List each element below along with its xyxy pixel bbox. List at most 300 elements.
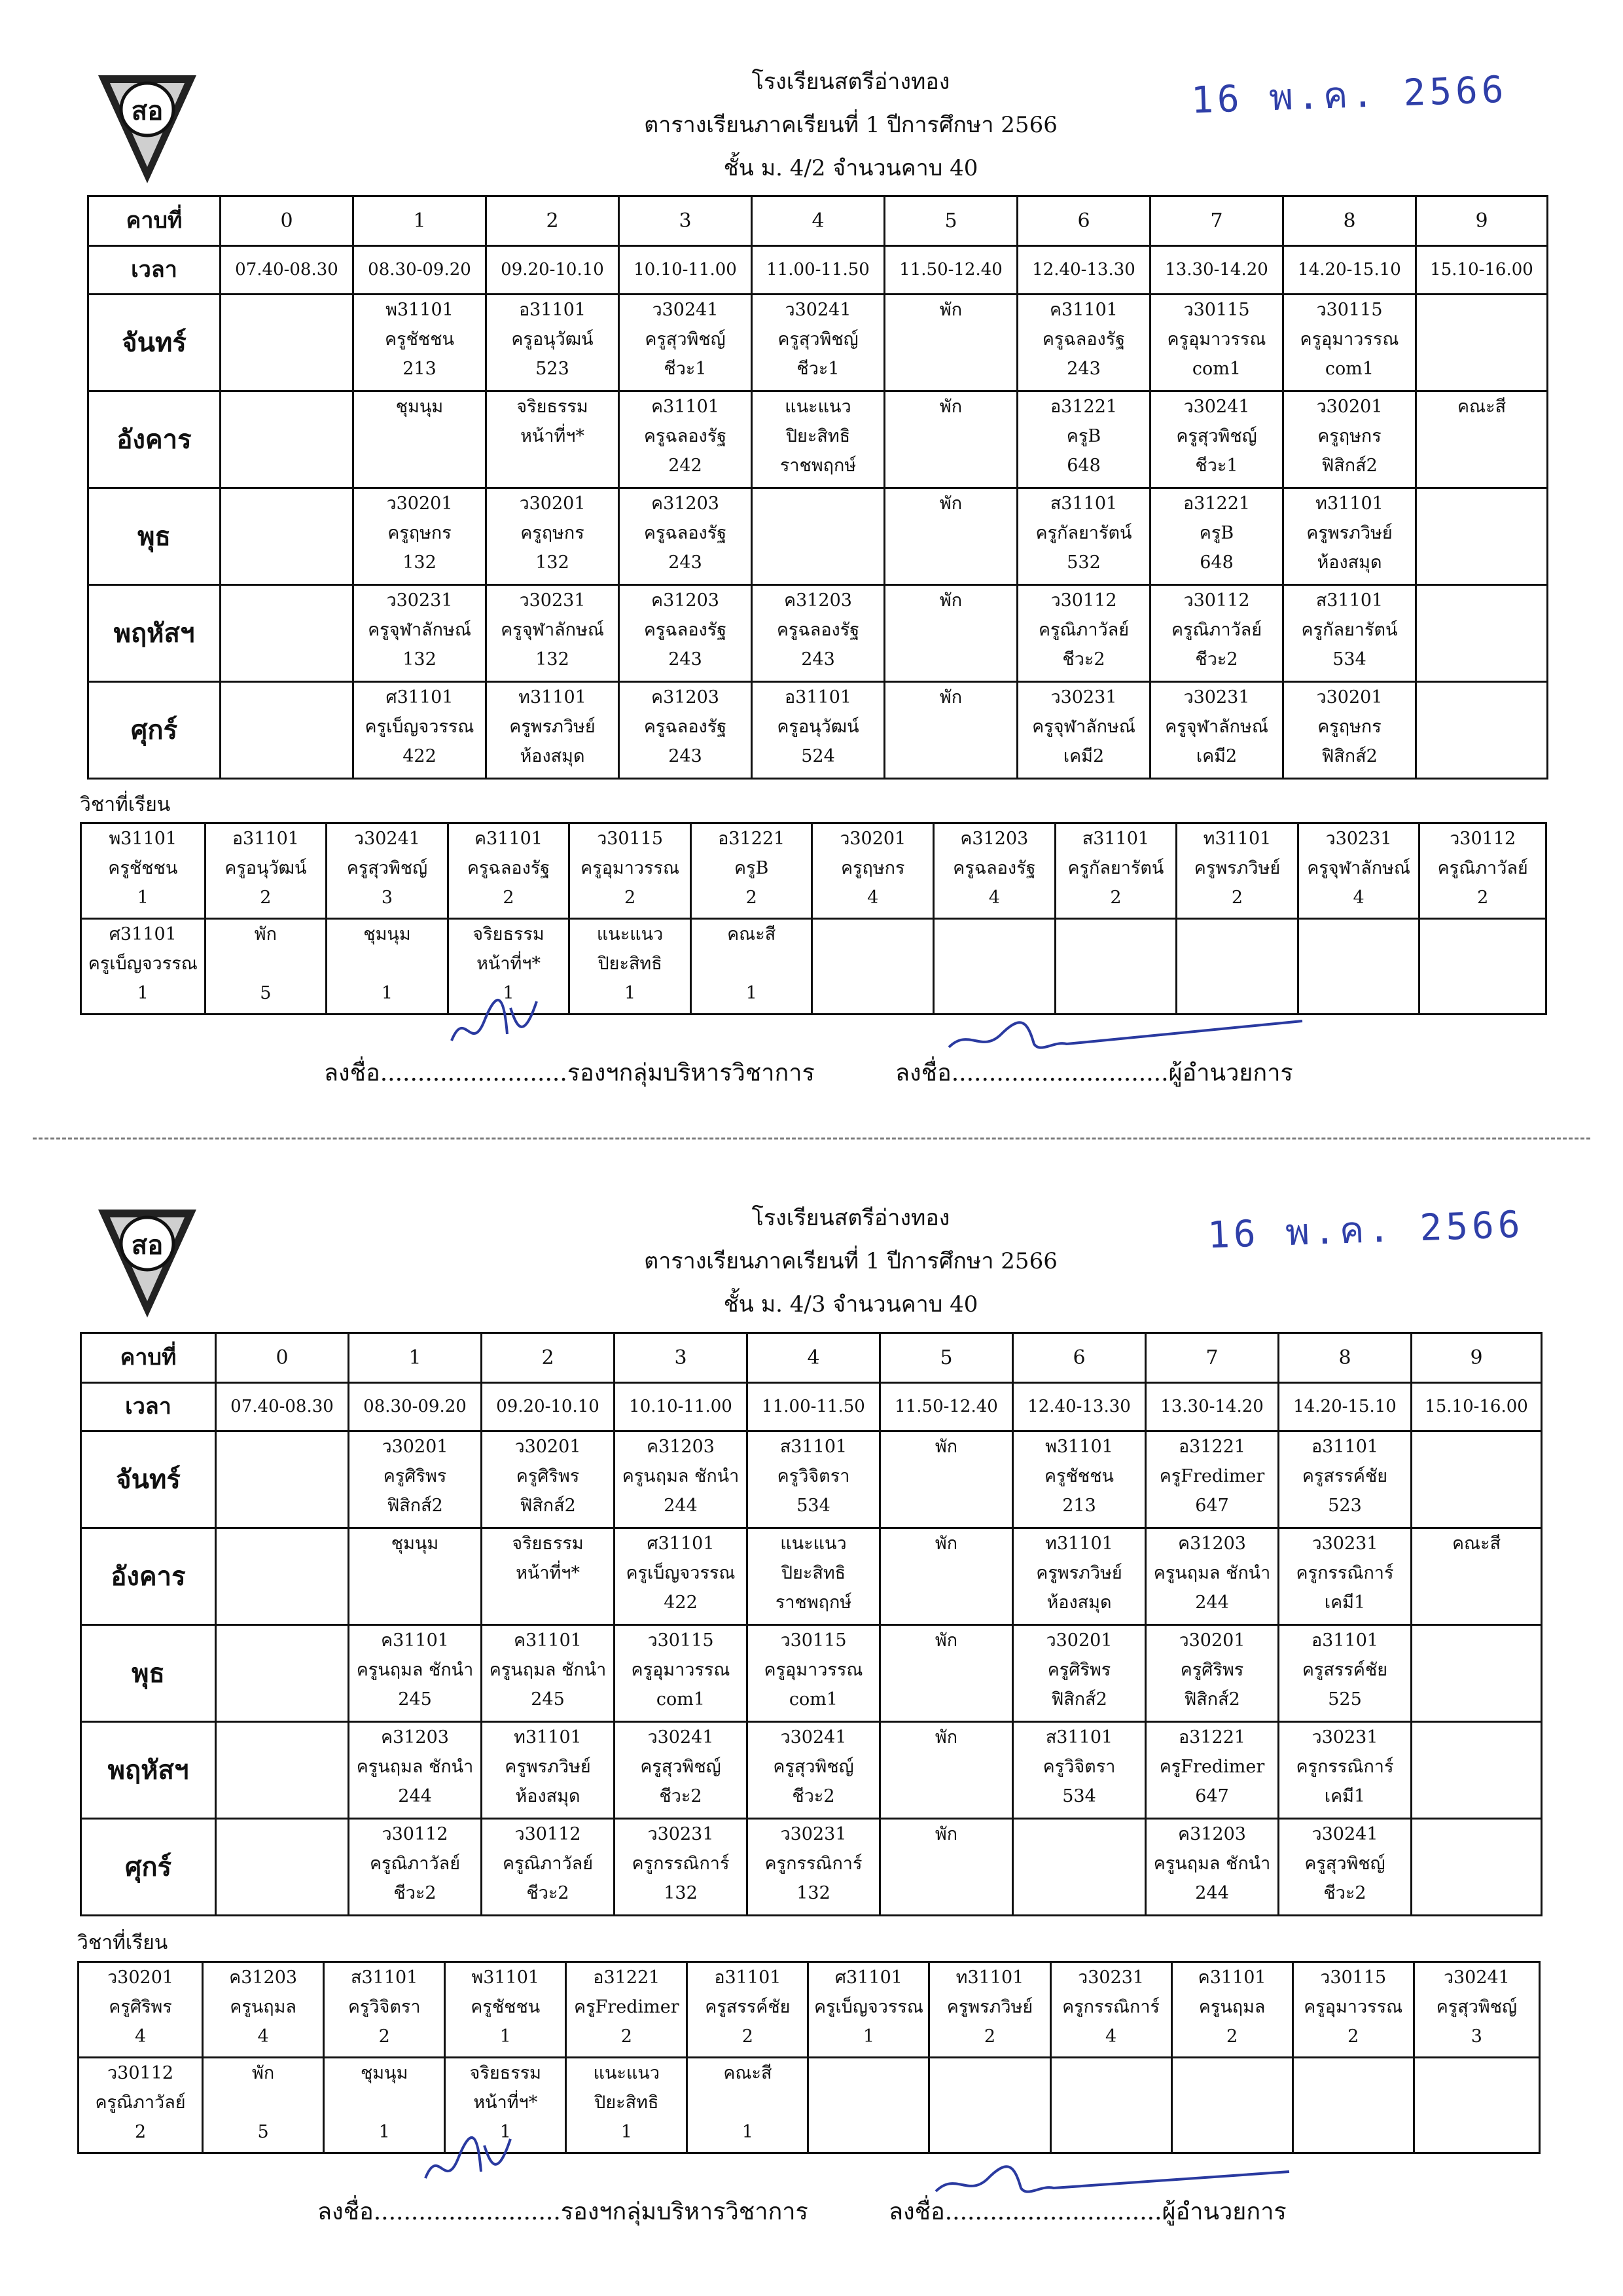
cell-line: ครูกรรณิการ์ [1062, 1997, 1160, 2017]
schedule-cell [1018, 585, 1150, 682]
cell-line: แนะแนว [593, 2063, 660, 2083]
cell-line: ครูนฤมล ชักนำ [1153, 1854, 1271, 1874]
cell-line: ว30115 [647, 1630, 714, 1651]
cell-line: ค31101 [1050, 300, 1118, 320]
time-label: เวลา [88, 246, 221, 295]
subject-cell [327, 919, 448, 1014]
cell-line [1412, 1462, 1541, 1491]
period-row [88, 196, 1548, 246]
cell-line: ว30241 [1183, 397, 1250, 417]
cell-line [1412, 1655, 1541, 1685]
cell-line: ปิยะสิทธิ [785, 426, 851, 446]
subject-cell [203, 1962, 324, 2058]
cell-line [881, 1655, 1012, 1685]
cell-line [221, 586, 352, 615]
cell-line: ครูวิจิตรา [777, 1466, 850, 1486]
period-number: 8 [1283, 196, 1416, 246]
schedule-cell [1013, 1431, 1146, 1528]
schedule-cell [1150, 391, 1283, 488]
cell-line: พัก [935, 1824, 958, 1844]
time-slot: 14.20-15.10 [1279, 1383, 1412, 1431]
cell-line: ค31203 [381, 1727, 449, 1748]
schedule-cell [1018, 295, 1150, 391]
period-number: 7 [1150, 196, 1283, 246]
cell-line: ค31203 [647, 1437, 715, 1457]
cell-line: ชีวะ2 [526, 1883, 569, 1903]
cell-line: ชุมนุม [391, 1534, 439, 1554]
cell-line: อ31101 [1311, 1630, 1379, 1651]
time-slot: 09.20-10.10 [482, 1383, 615, 1431]
cell-line: คณะสี [727, 924, 776, 944]
cell-line: ว30112 [514, 1824, 581, 1844]
cell-line [813, 920, 933, 949]
cell-line [1052, 2117, 1171, 2147]
subject-cell [687, 1962, 808, 2058]
cell-line: ครูศิริพร [1047, 1660, 1111, 1680]
schedule-cell [1279, 1625, 1412, 1722]
cell-line [221, 548, 352, 577]
cell-line [1294, 2088, 1413, 2117]
cell-line [885, 712, 1016, 742]
cell-line [1417, 489, 1546, 518]
cell-line [206, 949, 326, 978]
cell-line: ว30201 [840, 829, 906, 849]
signature-line-director: ลงชื่อ.............................ผู้อำนวยการ [895, 1060, 1293, 1086]
period-number: 2 [482, 1333, 615, 1383]
cell-line: ครูฉลองรัฐ [643, 620, 727, 640]
time-slot: 15.10-16.00 [1416, 246, 1548, 295]
cell-line: ค31101 [1198, 1967, 1266, 1988]
schedule-cell [880, 1431, 1013, 1528]
day-row [88, 295, 1548, 391]
cell-line: ครูพรภวิษย์ [1194, 858, 1281, 878]
cell-line: 5 [257, 2122, 269, 2142]
cell-line [1299, 920, 1419, 949]
cell-line: ครูB [1066, 426, 1101, 446]
cell-line [809, 2058, 928, 2088]
subject-cell [203, 2058, 324, 2153]
schedule-cell [1018, 391, 1150, 488]
cell-line: com1 [1192, 359, 1241, 379]
subject-cell [1298, 919, 1419, 1014]
cell-line: ส31101 [1050, 493, 1118, 514]
cell-line: ครูเบ็ญจวรรณ [813, 1997, 923, 2017]
cell-line: ครูพรภวิษย์ [1036, 1563, 1122, 1583]
cell-line: ครูณิภาวัลย์ [95, 2092, 186, 2113]
cell-line: ครูพรภวิษย์ [505, 1757, 591, 1777]
cell-line: 4 [988, 888, 1000, 908]
period-number: 0 [216, 1333, 349, 1383]
cell-line [1417, 683, 1546, 712]
cell-line [221, 325, 352, 354]
cell-line: อ31221 [1183, 493, 1251, 514]
cell-line: ครูนฤมล [1198, 1997, 1266, 2017]
schedule-cell [1279, 1528, 1412, 1625]
cell-line [688, 2088, 807, 2117]
cell-line: คณะสี [723, 2063, 772, 2083]
schedule-cell [1150, 488, 1283, 585]
class-info: ชั้น ม. 4/2 จำนวนคาบ 40 [723, 155, 978, 181]
cell-line: ครูเบ็ญจวรรณ [88, 954, 198, 974]
day-label: จันทร์ [81, 1431, 216, 1528]
schedule-cell [221, 295, 353, 391]
time-slot: 12.40-13.30 [1013, 1383, 1146, 1431]
schedule-cell [747, 1528, 880, 1625]
cell-line: 1 [863, 2026, 875, 2047]
cell-line: พ31101 [385, 300, 454, 320]
cell-line [753, 489, 883, 518]
cell-line: 422 [402, 746, 437, 766]
schedule-cell [216, 1819, 349, 1916]
cell-line [221, 518, 352, 548]
cell-line [930, 2058, 1049, 2088]
period-label: คาบที่ [81, 1333, 216, 1383]
time-slot: 10.10-11.00 [619, 246, 752, 295]
cell-line [217, 1432, 348, 1462]
cell-line: ว30201 [519, 493, 586, 514]
cell-line [217, 1849, 348, 1878]
signature-vice-director [419, 2119, 524, 2198]
cell-line: 2 [134, 2122, 147, 2142]
cell-line [935, 949, 1054, 978]
subject-cell [1419, 919, 1546, 1014]
subject-cell [934, 823, 1056, 919]
schedule-cell [1412, 1431, 1542, 1528]
cell-line: หน้าที่ฯ* [476, 954, 541, 974]
period-number: 3 [615, 1333, 747, 1383]
subject-cell [81, 823, 205, 919]
cell-line: ครูอนุวัฒน์ [224, 858, 307, 878]
cell-line: ว30115 [1316, 300, 1383, 320]
cell-line [881, 1558, 1012, 1588]
cell-line: พัก [935, 1534, 958, 1554]
cell-line: 647 [1195, 1786, 1229, 1806]
cell-line [1415, 2058, 1539, 2088]
cell-line: ครูสุวพิชญ์ [773, 1757, 854, 1777]
cell-line: พัก [252, 2063, 275, 2083]
schedule-cell [221, 391, 353, 488]
cell-line: ส31101 [351, 1967, 418, 1988]
schedule-cell [1283, 391, 1416, 488]
cell-line: ว30241 [652, 300, 719, 320]
subjects-label: วิชาที่เรียน [77, 1931, 168, 1954]
schedule-cell [1146, 1722, 1279, 1819]
period-number: 4 [747, 1333, 880, 1383]
subject-row [79, 2058, 1540, 2153]
cell-line: 243 [668, 649, 702, 670]
subject-cell [566, 2058, 687, 2153]
cell-line: ศ31101 [834, 1967, 902, 1988]
schedule-cell [216, 1431, 349, 1528]
cell-line: 648 [1067, 456, 1101, 476]
cell-line [930, 2088, 1049, 2117]
cell-line: 524 [801, 746, 835, 766]
cell-line: ครูอุมาวรรณ [631, 1660, 730, 1680]
cell-line: พ31101 [1045, 1437, 1113, 1457]
cell-line [885, 325, 1016, 354]
schedule-cell [486, 488, 619, 585]
cell-line: ท31101 [955, 1967, 1024, 1988]
cell-line: พัก [935, 1727, 958, 1748]
cell-line: ฟิสิกส์2 [1321, 746, 1378, 766]
cell-line: ค31203 [960, 829, 1029, 849]
cell-line: ว30231 [647, 1824, 714, 1844]
cell-line: ครูพรภวิษย์ [1306, 523, 1393, 543]
cell-line: อ31101 [232, 829, 299, 849]
cell-line: 2 [1226, 2026, 1238, 2047]
cell-line: 242 [668, 456, 702, 476]
subject-row [81, 823, 1546, 919]
cell-line: 243 [1067, 359, 1101, 379]
schedule-cell [1412, 1528, 1542, 1625]
cell-line: ว30201 [514, 1437, 581, 1457]
school-logo-icon [92, 1196, 203, 1321]
cell-line [885, 742, 1016, 771]
cell-line: 1 [378, 2122, 390, 2142]
cell-line: ค31203 [1178, 1534, 1246, 1554]
cell-line: ว30241 [785, 300, 851, 320]
cell-line: ว30112 [107, 2063, 174, 2083]
cell-line: ว30201 [1179, 1630, 1245, 1651]
cell-line [1417, 615, 1546, 645]
cell-line: 213 [402, 359, 437, 379]
cell-line: 245 [531, 1689, 565, 1710]
schedule-cell [353, 295, 486, 391]
schedule-cell [349, 1528, 482, 1625]
cell-line: ชีวะ2 [659, 1786, 702, 1806]
schedule-cell [1279, 1722, 1412, 1819]
time-slot: 11.50-12.40 [880, 1383, 1013, 1431]
schedule-cell [1416, 391, 1548, 488]
schedule-cell [482, 1625, 615, 1722]
cell-line [327, 949, 447, 978]
cell-line: ครูกัลยารัตน์ [1067, 858, 1164, 878]
cell-line: คณะสี [1457, 397, 1507, 417]
schedule-cell [1416, 585, 1548, 682]
cell-line: ห้องสมุด [1317, 552, 1382, 573]
schedule-cell [747, 1431, 880, 1528]
schedule-cell [747, 1722, 880, 1819]
schedule-cell [486, 391, 619, 488]
cell-line: ปิยะสิทธิ [594, 2092, 659, 2113]
cell-line: 532 [1067, 552, 1101, 573]
subject-cell [205, 919, 327, 1014]
cell-line: ว30231 [780, 1824, 847, 1844]
cell-line [1412, 1782, 1541, 1811]
cell-line: ห้องสมุด [515, 1786, 580, 1806]
cell-line: 1 [137, 888, 149, 908]
cell-line: พ31101 [471, 1967, 540, 1988]
cell-line [1412, 1685, 1541, 1714]
cell-line: ครูนฤมล ชักนำ [356, 1660, 474, 1680]
cell-line: ท31101 [514, 1727, 582, 1748]
cell-line: ครูอนุวัฒน์ [511, 329, 594, 350]
schedule-cell [349, 1819, 482, 1916]
day-label: อังคาร [81, 1528, 216, 1625]
cell-line: ครูฉลองรัฐ [776, 620, 860, 640]
cell-line: 1 [499, 2026, 511, 2047]
schedule-cell [752, 295, 885, 391]
cell-line: ศ31101 [647, 1534, 715, 1554]
schedule-cell [1150, 295, 1283, 391]
subject-cell [929, 1962, 1050, 2058]
cell-line: 132 [535, 649, 569, 670]
cell-line: ว30201 [1316, 397, 1383, 417]
cell-line: ว30241 [647, 1727, 714, 1748]
cell-line: ว30231 [1311, 1534, 1378, 1554]
cell-line [217, 1820, 348, 1849]
cell-line: ครูเบ็ญจวรรณ [365, 717, 474, 737]
schedule-cell [885, 585, 1018, 682]
cell-line: ว30115 [780, 1630, 847, 1651]
cell-line [1417, 295, 1546, 325]
cell-line: จริยธรรม [473, 924, 544, 944]
schedule-cell [1013, 1722, 1146, 1819]
cell-line: 2 [984, 2026, 996, 2047]
cell-line: 5 [260, 983, 272, 1003]
cell-line [1412, 1558, 1541, 1588]
cell-line: ครูฉลองรัฐ [467, 858, 550, 878]
time-slot: 07.40-08.30 [221, 246, 353, 295]
cell-line: ว30115 [1183, 300, 1250, 320]
cell-line: ว30115 [597, 829, 664, 849]
cell-line [221, 742, 352, 771]
cell-line: ครูอุมาวรรณ [764, 1660, 863, 1680]
cell-line: ครูพรภวิษย์ [509, 717, 596, 737]
cell-line [881, 1782, 1012, 1811]
day-row [81, 1431, 1542, 1528]
cell-line: 1 [137, 983, 149, 1003]
cell-line: พัก [254, 924, 277, 944]
period-number: 5 [885, 196, 1018, 246]
cell-line: ครูFredimer [1159, 1466, 1265, 1486]
period-number: 7 [1146, 1333, 1279, 1383]
cell-line: ครูสรรค์ชัย [1302, 1466, 1388, 1486]
period-number: 3 [619, 196, 752, 246]
schedule-cell [482, 1431, 615, 1528]
schedule-cell [1018, 682, 1150, 779]
cell-line: 4 [1105, 2026, 1117, 2047]
cell-line: ครูชัชชน [471, 1997, 541, 2017]
schedule-cell [885, 682, 1018, 779]
cell-line: com1 [656, 1689, 705, 1710]
cell-line: 2 [624, 888, 636, 908]
day-row [88, 585, 1548, 682]
cell-line: ฟิสิกส์2 [520, 1496, 576, 1516]
cell-line: ครูFredimer [1159, 1757, 1265, 1777]
cell-line: ครูณิภาวัลย์ [369, 1854, 461, 1874]
cell-line [1299, 949, 1419, 978]
cell-line: อ31221 [718, 829, 785, 849]
cell-line: ค31203 [651, 687, 719, 708]
period-label: คาบที่ [88, 196, 221, 246]
schedule-cell [486, 682, 619, 779]
cell-line: ว30201 [382, 1437, 448, 1457]
subjects-label: วิชาที่เรียน [80, 793, 171, 816]
cell-line: ค31203 [651, 493, 719, 514]
cell-line [1014, 1820, 1145, 1849]
time-slot: 15.10-16.00 [1412, 1383, 1542, 1431]
cell-line: 1 [620, 2122, 632, 2142]
day-label: ศุกร์ [88, 682, 221, 779]
cell-line [217, 1626, 348, 1655]
cell-line: ครูจุฬาลักษณ์ [1307, 858, 1410, 878]
cell-line: ว30231 [1183, 687, 1250, 708]
schedule-cell [353, 391, 486, 488]
schedule-cell [353, 682, 486, 779]
cell-line [1417, 645, 1546, 674]
cell-line [1415, 2117, 1539, 2147]
schedule-cell [619, 295, 752, 391]
cell-line: ชีวะ1 [796, 359, 840, 379]
cell-line [885, 422, 1016, 451]
cell-line: คณะสี [1452, 1534, 1501, 1554]
cell-line: ครูกรรณิการ์ [1296, 1757, 1394, 1777]
subject-cell [690, 919, 812, 1014]
schedule-cell [747, 1819, 880, 1916]
cell-line [885, 548, 1016, 577]
cell-line: ครูนฤมล ชักนำ [356, 1757, 474, 1777]
cell-line [692, 949, 812, 978]
cell-line [935, 978, 1054, 1008]
period-number: 1 [353, 196, 486, 246]
cell-line: 534 [1062, 1786, 1096, 1806]
cell-line: 243 [668, 746, 702, 766]
cell-line: 132 [664, 1883, 698, 1903]
cell-line [885, 451, 1016, 480]
cell-line: ชีวะ2 [1195, 649, 1238, 670]
cell-line [221, 422, 352, 451]
schedule-cell [486, 585, 619, 682]
cell-line: ครูจุฬาลักษณ์ [368, 620, 471, 640]
cell-line [1412, 1820, 1541, 1849]
cell-line [1412, 1878, 1541, 1908]
cell-line [809, 2117, 928, 2147]
cell-line: ครูฤษกร [520, 523, 584, 543]
subject-cell [324, 1962, 445, 2058]
cell-line: 523 [1328, 1496, 1362, 1516]
cell-line [885, 354, 1016, 384]
cell-line: ราชพฤกษ์ [779, 456, 857, 476]
cell-line [885, 615, 1016, 645]
day-label: อังคาร [88, 391, 221, 488]
cell-line: 534 [796, 1496, 830, 1516]
subject-cell [934, 919, 1056, 1014]
cell-line: ครูสุวพิชญ์ [1304, 1854, 1385, 1874]
cell-line: อ31221 [593, 1967, 660, 1988]
cell-line [813, 949, 933, 978]
subject-cell [690, 823, 812, 919]
cell-line: 2 [1347, 2026, 1359, 2047]
cell-line: 2 [1477, 888, 1489, 908]
cell-line: ครูนฤมล ชักนำ [622, 1466, 740, 1486]
cell-line [1412, 1626, 1541, 1655]
cell-line [881, 1588, 1012, 1617]
cell-line [935, 920, 1054, 949]
cell-line: ค31101 [514, 1630, 582, 1651]
cell-line: เคมี1 [1324, 1592, 1366, 1613]
cell-line: ครูสุวพิชญ์ [1176, 426, 1257, 446]
cell-line: ส31101 [779, 1437, 847, 1457]
cell-line: เคมี2 [1196, 746, 1238, 766]
cell-line: 244 [664, 1496, 698, 1516]
cell-line [349, 1558, 480, 1588]
cell-line: ค31203 [784, 590, 852, 611]
time-slot: 08.30-09.20 [349, 1383, 482, 1431]
cell-line: 1 [745, 983, 757, 1003]
cell-line [217, 1655, 348, 1685]
schedule-cell [353, 488, 486, 585]
